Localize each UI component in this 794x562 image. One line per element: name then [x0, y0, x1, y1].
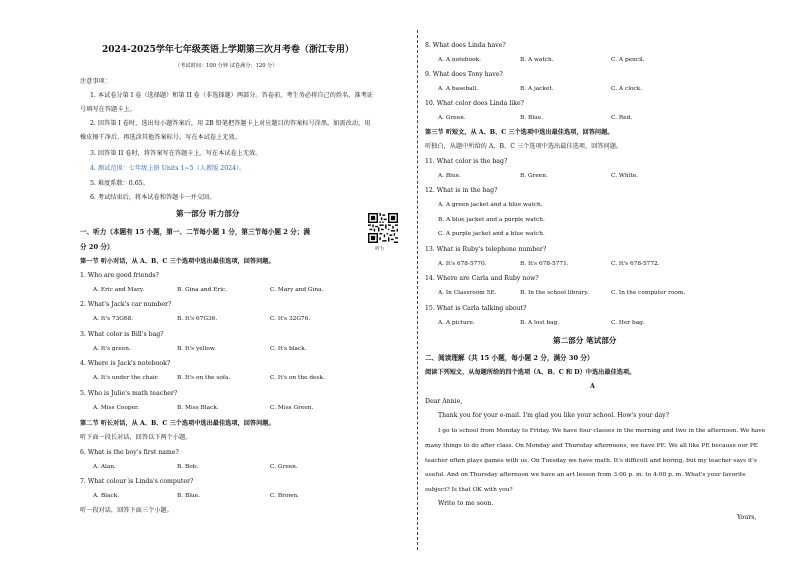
exam-info: （考试时间：100 分钟 试卷满分：120 分） — [175, 63, 278, 69]
question: 6. What is the boy's first name? — [80, 449, 179, 456]
option-a: A. It's green. — [93, 346, 131, 352]
qr-code-icon — [368, 213, 398, 243]
option-b: B. Blue. — [520, 115, 544, 121]
letter-line: many things to do after class. On Monday and Thursday afternoons, we have PE. We all like PE because our PE — [425, 443, 759, 449]
option-c: C. Her bag. — [611, 320, 645, 326]
question: 3. What color is Bill's bag? — [80, 331, 164, 338]
option-c: C. It's 32G76. — [270, 316, 311, 322]
question: 1. Who are good friends? — [80, 272, 159, 279]
option-c: C. In the computer room. — [611, 290, 686, 296]
option-a: A. It's under the chair. — [93, 375, 159, 381]
option-b: B. A watch. — [520, 57, 554, 63]
option-a: A. Black. — [93, 493, 120, 499]
question: 8. What does Linda have? — [425, 42, 506, 49]
page-title: 2024-2025学年七年级英语上学期第三次月考卷（浙江专用） — [102, 45, 354, 55]
option-a: A. Alan. — [93, 464, 116, 470]
question: 12. What is in the bag? — [425, 187, 498, 194]
letter-line: teacher often plays games with us. On Tuesday we have math. It's difficult and boring, but my teacher says it's — [425, 458, 757, 464]
letter-line: I go to school from Monday to Friday. We have four classes in the morning and two in the afternoon. We have — [438, 428, 766, 434]
option-b: B. Bob. — [177, 464, 199, 470]
letter-line: subject? Is that OK with you? — [425, 487, 513, 493]
option-b: B. A lost bag. — [520, 320, 560, 326]
note-line: 4. 测试范围：七年级上册 Units 1~5（人教版 2024）。 — [90, 165, 246, 172]
option-b: B. It's on the sofa. — [177, 375, 231, 381]
question: 9. What does Tony have? — [425, 71, 503, 78]
option-c: C. Miss Green. — [270, 405, 314, 411]
option-c: C. A clock. — [611, 86, 643, 92]
jie2-intro: 听下面一段长对话，回答以下两个小题。 — [80, 434, 192, 441]
option-b: B. It's 67G36. — [177, 316, 218, 322]
option-b: B. Miss Black. — [177, 405, 219, 411]
note-line: 1. 本试卷分第 I 卷（选择题）和第 II 卷（非选择题）两部分。答卷前，考生务必将自己的姓名、准考证 — [90, 92, 373, 99]
jie3-heading: 第三节 听短文，从 A、B、C 三个选项中选出最佳选项，回答问题。 — [425, 129, 614, 136]
column-divider — [417, 30, 418, 550]
option-c: C. It's 678-5772. — [611, 261, 660, 267]
section1-heading: 分 20 分） — [80, 243, 114, 251]
question: 14. Where are Carla and Ruby now? — [425, 275, 539, 282]
option-a: A. Green. — [438, 115, 466, 121]
note-line: 橡皮擦干净后，再选涂其他答案标号。写在本试卷上无效。 — [80, 134, 241, 141]
option-c: C. A purple jacket and a blue watch. — [438, 231, 545, 237]
note-line: 6. 考试结束后，将本试卷和答题卡一并交回。 — [90, 194, 216, 201]
jie1-heading: 第一节 听小对话，从 A、B、C 三个选项中选出最佳选项，回答问题。 — [80, 258, 275, 265]
option-c: C. It's on the desk. — [270, 375, 325, 381]
option-a: A. A picture. — [438, 320, 475, 326]
option-a: A. Miss Cooper. — [93, 405, 139, 411]
option-c: C. It's black. — [270, 346, 307, 352]
question: 15. What is Carla talking about? — [425, 305, 527, 312]
letter-paragraph: Thank you for your e-mail. I'm glad you like your school. How's your day? — [438, 412, 669, 419]
question: 7. What colour is Linda's computer? — [80, 478, 194, 485]
passage-label: A — [590, 383, 595, 390]
option-c: C. White. — [611, 173, 639, 179]
option-a: A. Blue. — [438, 173, 461, 179]
note-line: 2. 回答第 I 卷时，选出每小题答案后，用 2B 铅笔把答题卡上对应题目的答案标号涂黑。如需改动，用 — [90, 120, 371, 127]
letter-paragraph: Write to me soon. — [438, 500, 494, 507]
letter-salutation: Dear Annie, — [425, 398, 463, 405]
option-c: C. Mary and Gina. — [270, 287, 324, 293]
question: 2. What's Jack's car number? — [80, 301, 172, 308]
reading-section-heading: 二、阅读理解（共 15 小题，每小题 2 分，满分 30 分） — [425, 354, 594, 362]
option-c: C. Red. — [611, 115, 633, 121]
option-b: B. A jacket. — [520, 86, 554, 92]
notes-heading: 注意事项： — [80, 78, 111, 85]
option-c: C. Brown. — [270, 493, 299, 499]
option-b: B. In the school library. — [520, 290, 589, 296]
option-b: B. Gina and Eric. — [177, 287, 228, 293]
part2-title: 第二部分 笔试部分 — [553, 336, 617, 345]
section1-heading: 一、听力（本题有 15 小题，第一、二节每小题 1 分，第三节每小题 2 分；满 — [80, 228, 310, 236]
option-a: A. A notebook. — [438, 57, 481, 63]
option-b: B. Blue. — [177, 493, 201, 499]
question: 4. Where is Jack's notebook? — [80, 360, 171, 367]
option-a: A. In Classroom 5E. — [438, 290, 497, 296]
jie3-intro: 听独白，从题中所给的 A、B、C 三个选项中选出最佳选项，回答问题。 — [425, 143, 623, 150]
listening-intro: 听一段对话，回答下面三个小题。 — [80, 507, 173, 514]
question: 13. What is Ruby's telephone number? — [425, 246, 547, 253]
option-b: B. Green. — [520, 173, 548, 179]
option-a: A. A green jacket and a blue watch. — [438, 202, 543, 208]
note-line: 3. 回答第 II 卷时，将答案写在答题卡上。写在本试卷上无效。 — [90, 150, 262, 157]
option-a: A. A baseball. — [438, 86, 479, 92]
qr-label: 听力 — [375, 247, 384, 252]
option-a: A. It's 73G68. — [93, 316, 134, 322]
reading-instruction: 阅读下列短文，从每题所给的四个选项（A、B、C 和 D）中选出最佳选项。 — [425, 369, 636, 376]
letter-line: useful. And on Thursday afternoon we have an art lesson from 3:00 p. m. to 4:00 p. m. What's your favorite — [425, 472, 746, 478]
option-b: B. It's yellow. — [177, 346, 216, 352]
question: 10. What color does Linda like? — [425, 100, 524, 107]
question: 11. What color is the bag? — [425, 158, 508, 165]
note-line: 5. 难度系数：0.65。 — [90, 180, 149, 187]
letter-closing: Yours, — [737, 514, 757, 521]
jie2-heading: 第二节 听长对话，从 A、B、C 三个选项中选出最佳选项，回答问题。 — [80, 420, 275, 427]
note-line: 号填写在答题卡上。 — [80, 106, 136, 113]
part1-title: 第一部分 听力部分 — [176, 209, 240, 218]
option-b: B. It's 678-5771. — [520, 261, 569, 267]
option-a: A. It's 678-5770. — [438, 261, 487, 267]
option-a: A. Eric and Mary. — [93, 287, 145, 293]
question: 5. Who is Julie's math teacher? — [80, 390, 178, 397]
option-b: B. A blue jacket and a purple watch. — [438, 217, 545, 223]
option-c: C. A pencil. — [611, 57, 645, 63]
option-c: C. Green. — [270, 464, 298, 470]
